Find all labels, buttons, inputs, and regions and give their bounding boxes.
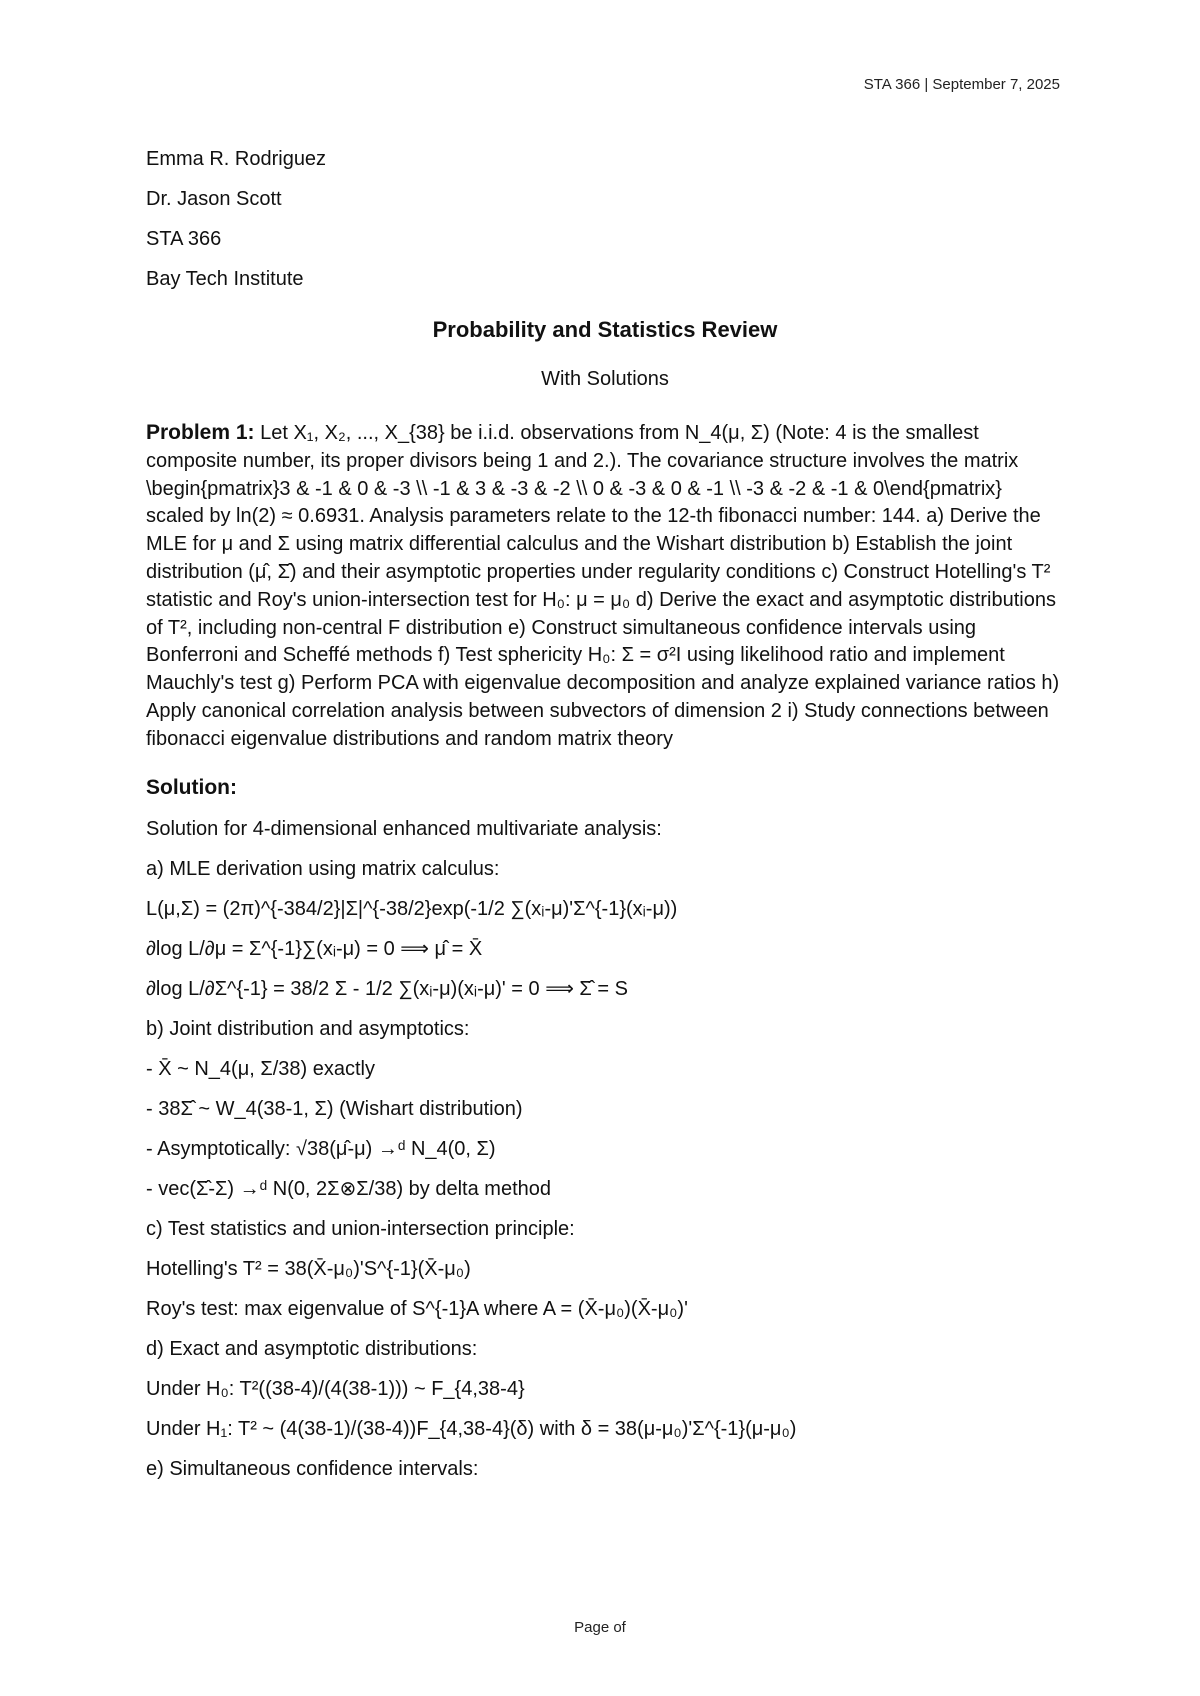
document-title: Probability and Statistics Review — [432, 317, 778, 342]
solution-line: e) Simultaneous confidence intervals: — [146, 1457, 479, 1480]
page-header: STA 366 | September 7, 2025 — [863, 76, 1060, 93]
solution-line: d) Exact and asymptotic distributions: — [146, 1337, 478, 1360]
solution-heading: Solution: — [146, 775, 237, 799]
solution-line: Hotelling's T² = 38(X̄-μ₀)'S^{-1}(X̄-μ₀) — [146, 1257, 471, 1280]
course-name: STA 366 — [146, 228, 222, 250]
solution-line: b) Joint distribution and asymptotics: — [146, 1017, 470, 1040]
institution-name: Bay Tech Institute — [146, 268, 304, 290]
solution-line: - vec(Σ̂-Σ) →ᵈ N(0, 2Σ⊗Σ/38) by delta method — [146, 1177, 551, 1200]
document-body — [146, 145, 1064, 1495]
document-subtitle: With Solutions — [541, 368, 669, 390]
solution-line: Roy's test: max eigenvalue of S^{-1}A where A = (X̄-μ₀)(X̄-μ₀)' — [146, 1297, 688, 1320]
solution-line: a) MLE derivation using matrix calculus: — [146, 857, 500, 880]
solution-line: ∂log L/∂μ = Σ^{-1}∑(xᵢ-μ) = 0 ⟹ μ̂ = X̄ — [146, 937, 483, 960]
solution-line: ∂log L/∂Σ^{-1} = 38/2 Σ - 1/2 ∑(xᵢ-μ)(xᵢ-μ)' = 0 ⟹ Σ̂ = S — [146, 977, 628, 1000]
solution-line: - X̄ ~ N_4(μ, Σ/38) exactly — [146, 1057, 375, 1080]
solution-line: - 38Σ̂ ~ W_4(38-1, Σ) (Wishart distribution) — [146, 1097, 523, 1120]
solution-line: Under H₀: T²((38-4)/(4(38-1))) ~ F_{4,38-4} — [146, 1377, 525, 1400]
problem-text: Let X₁, X₂, ..., X_{38} be i.i.d. observations from N_4(μ, Σ) (Note: 4 is the smallest composite number, its proper divisors being 1 and 2.). The covariance structure involves the matrix \begin{pmatrix}3 & -1 & 0 & -3 \\ -1 & 3 & -3 & -2 \\ 0 & -3 & 0 & -1 \\ -3 & -2 & -1 & 0\end{pmatrix} scaled by ln(2) ≈ 0.6931. Analysis parameters relate to the 12-th fibonacci number: 144. a) Derive the MLE for μ and Σ using matrix differential calculus and the Wishart distribution b) Establish the joint distribution (μ̂, Σ̂) and their asymptotic properties under regularity conditions c) Construct Hotelling's T² statistic and Roy's union-intersection test for H₀: μ = μ₀ d) Derive the exact and asymptotic distributions of T², including non-central F distribution e) Construct simultaneous confidence intervals using Bonferroni and Scheffé methods f) Test sphericity H₀: Σ = σ²I using likelihood ratio and implement Mauchly's test g) Perform PCA with eigenvalue decomposition and analyze explained variance ratios h) Apply canonical correlation analysis between subvectors of dimension 2 i) Study connections between fibonacci eigenvalue distributions and random matrix theory — [146, 422, 1060, 750]
solution-line: - Asymptotically: √38(μ̂-μ) →ᵈ N_4(0, Σ) — [146, 1137, 496, 1160]
student-name: Emma R. Rodriguez — [146, 148, 327, 170]
page-footer: Page of — [574, 1619, 626, 1636]
solution-line: Under H₁: T² ~ (4(38-1)/(38-4))F_{4,38-4}(δ) with δ = 38(μ-μ₀)'Σ^{-1}(μ-μ₀) — [146, 1417, 797, 1440]
solution-line: c) Test statistics and union-intersection principle: — [146, 1217, 575, 1240]
solution-line: Solution for 4-dimensional enhanced multivariate analysis: — [146, 817, 662, 840]
problem-statement — [146, 419, 1064, 754]
problem-label: Problem 1: — [146, 421, 255, 444]
solution-line: L(μ,Σ) = (2π)^{-384/2}|Σ|^{-38/2}exp(-1/2 ∑(xᵢ-μ)'Σ^{-1}(xᵢ-μ)) — [146, 897, 678, 920]
instructor-name: Dr. Jason Scott — [146, 188, 282, 210]
